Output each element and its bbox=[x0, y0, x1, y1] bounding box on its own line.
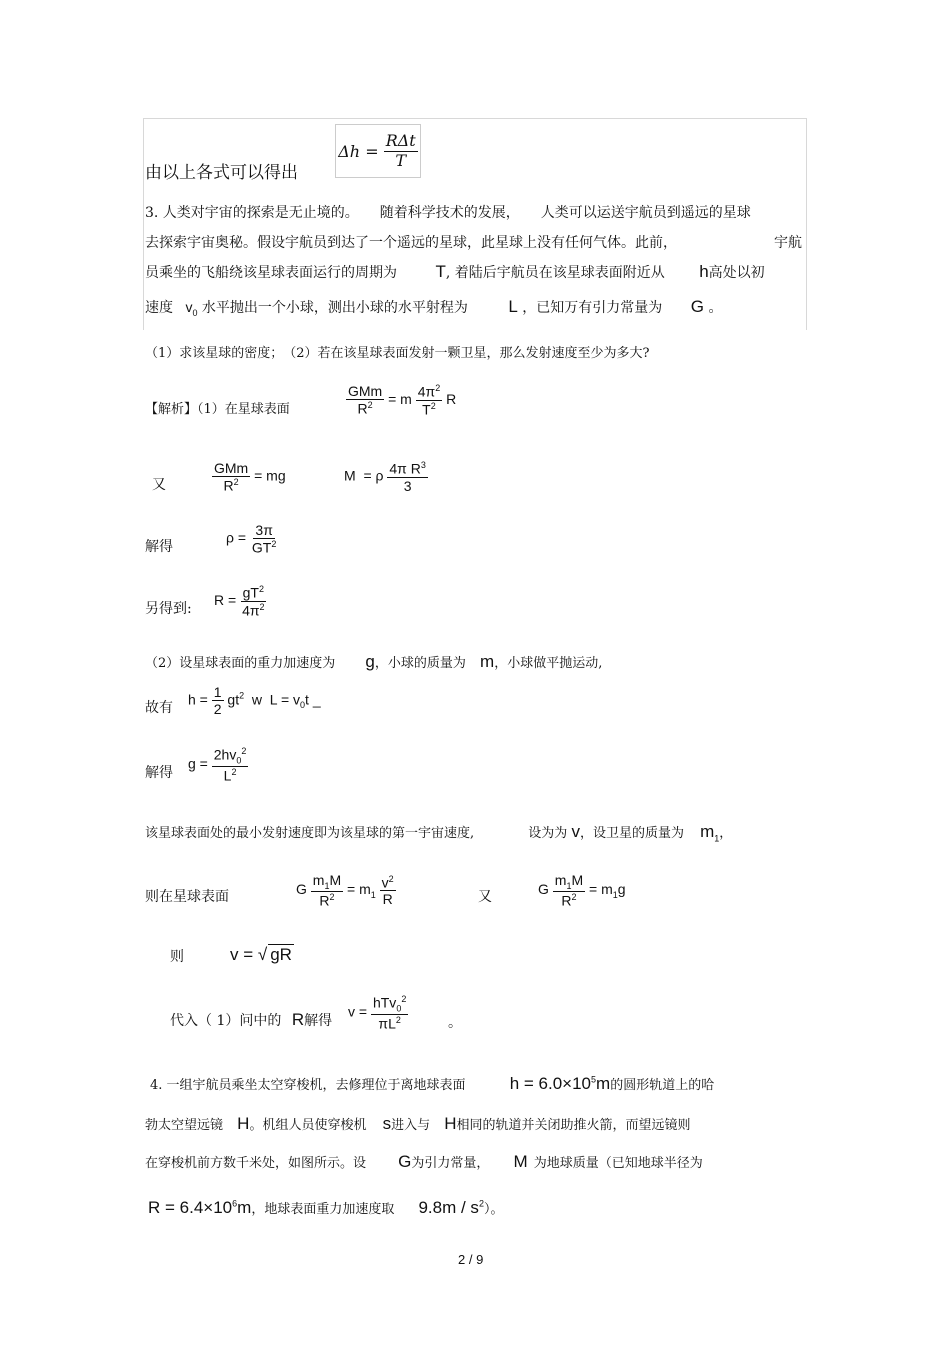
q3-line2b: 宇航 bbox=[774, 235, 802, 251]
q3-line2a: 去探索宇宙奥秘。假设宇航员到达了一个遥远的星球，此星球上没有任何气体。此前， bbox=[145, 235, 677, 251]
eq-surface: G $\frac{m_1M}{R^2}$ = $m_1g$ bbox=[538, 872, 626, 909]
sol-you: 又 bbox=[152, 477, 166, 493]
sol-ze: 则 bbox=[170, 949, 184, 965]
eq-projectile: h = $\frac{1}{2}$ $gt^2$ w $L = v_0t$ _ bbox=[188, 684, 321, 718]
frame-right bbox=[806, 118, 807, 330]
eq-final: v = $\frac{hTv_0^2}{\pi L^2}$ bbox=[348, 994, 407, 1032]
sol-jiede2: 解得 bbox=[145, 765, 173, 781]
q4-line4: $R = 6.4\times 10^6m$，地球表面重力加速度取 $9.8m / s^2$）。 bbox=[148, 1198, 504, 1217]
eq-velocity: v = √ gR bbox=[230, 945, 292, 964]
page-number: 2 / 9 bbox=[458, 1252, 484, 1267]
frame-left bbox=[143, 118, 144, 330]
sol-intro: 【解析】（1）在星球表面 bbox=[145, 402, 290, 417]
sol-zaixing: 则在星球表面 bbox=[145, 889, 229, 905]
sol-jiede: 解得 bbox=[145, 539, 173, 555]
eq-radius: R = $\frac{gT^2}{4\pi^2}$ bbox=[214, 584, 265, 619]
q3-subquestions: （1）求该星球的密度； （2）若在该星球表面发射一颗卫星，那么发射速度至少为多大? bbox=[145, 346, 650, 361]
q3-line1: 3. 人类对宇宙的探索是无止境的。 随着科学技术的发展， 人类可以运送宇航员到遥远的星球 bbox=[145, 205, 751, 221]
sol-substitute: 代入（ 1）问中的 R解得 bbox=[170, 1010, 333, 1029]
prev-formula-image: Δh = $\frac{\text{RΔt}}{T}$ bbox=[335, 124, 421, 178]
eq-gravity: $\frac{\text{GMm}}{R^2}$ = mg bbox=[214, 460, 286, 494]
eq-satellite: G $\frac{m_1M}{R^2}$ = $m_1$ $\frac{v^2}{R}$ bbox=[296, 872, 394, 909]
eq-density: ρ = $\frac{3\pi}{GT^2}$ bbox=[226, 522, 277, 556]
frame-top bbox=[143, 118, 807, 119]
sol-end: 。 bbox=[448, 1015, 462, 1031]
q4-line2: 勃太空望远镜 H。机组人员使穿梭机 s进入与 H相同的轨道并关闭助推火箭，而望远镜则 bbox=[145, 1114, 691, 1133]
q4-line3: 在穿梭机前方数千米处，如图所示。设 G为引力常量， M 为地球质量（已知地球半径为 bbox=[145, 1152, 703, 1171]
eq-g: g = $\frac{2hv_0^2}{L^2}$ bbox=[188, 746, 247, 784]
q4-line1: 4. 一组宇航员乘坐太空穿梭机，去修理位于离地球表面 $h = 6.0\times 10^5m$的圆形轨道上的哈 bbox=[150, 1074, 715, 1093]
q3-line3: 员乘坐的飞船绕该星球表面运行的周期为 T, 着陆后宇航员在该星球表面附近从 h高处以初 bbox=[145, 262, 765, 281]
sol-lingdedao: 另得到: bbox=[145, 601, 192, 617]
sol-guyou: 故有 bbox=[145, 700, 173, 716]
eq-mass: M = ρ $\frac{4\pi R^3}{3}$ bbox=[344, 460, 426, 494]
prev-text: 由以上各式可以得出 bbox=[145, 163, 298, 183]
q3-line4: 速度 $v_0$ 水平抛出一个小球，测出小球的水平射程为 L ，已知万有引力常量为 G 。 bbox=[145, 297, 723, 318]
sol-part2: （2）设星球表面的重力加速度为 g，小球的质量为 m，小球做平抛运动, bbox=[145, 652, 603, 671]
eq-orbit: $\frac{\text{GMm}}{R^2}$ = m $\frac{4\pi^2}{T^2}$ R bbox=[348, 383, 457, 418]
sol-you2: 又 bbox=[478, 889, 492, 905]
sol-part3: 该星球表面处的最小发射速度即为该星球的第一宇宙速度, 设为为 v，设卫星的质量为 $m_1$， bbox=[145, 822, 733, 844]
prev-fraction: $\frac{\text{RΔt}}{T}$ bbox=[385, 131, 416, 170]
